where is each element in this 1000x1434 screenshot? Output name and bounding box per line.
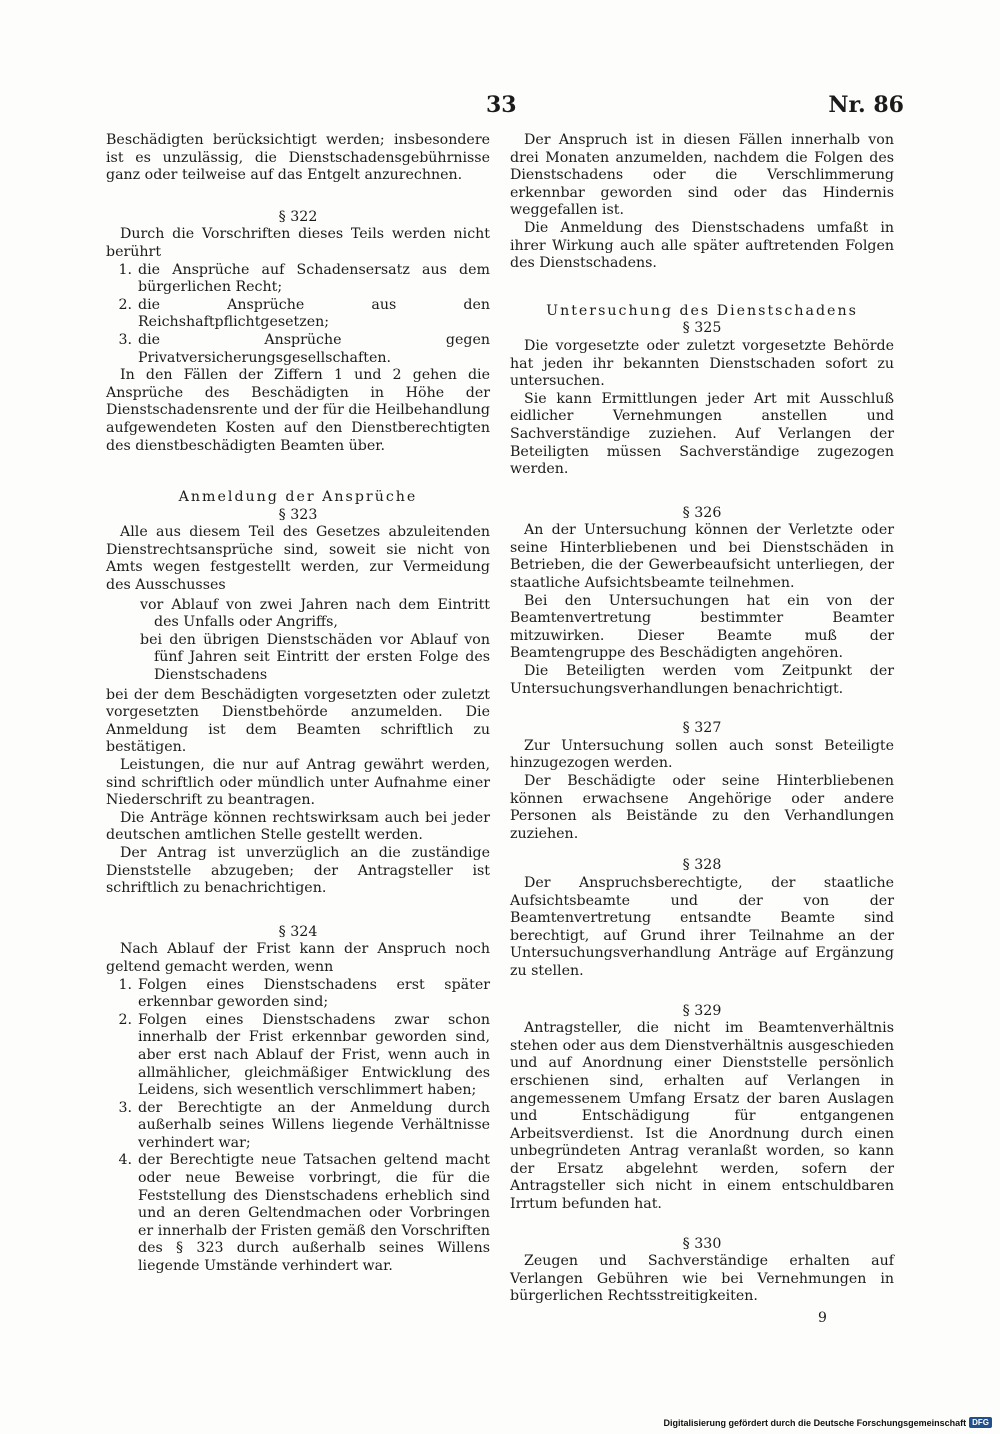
item-number: 2. (118, 1011, 132, 1028)
paragraph: Die Anmeldung des Dienstschadens umfaßt in ihrer Wirkung auch alle später auftretenden Folgen des Dienstschadens. (510, 219, 894, 272)
issue-number: Nr. 86 (828, 92, 904, 118)
section-323-title: § 323 (278, 506, 318, 523)
section-329-title: § 329 (682, 1002, 722, 1019)
section-328-title: § 328 (682, 857, 722, 874)
indented-conditions (140, 597, 490, 685)
list-item (106, 977, 490, 1012)
paragraph: An der Untersuchung können der Verletzte oder seine Hinterbliebenen und bei Dienstschäden in Betrieben, die der Gewerbeaufsicht unterliegen, der staatliche Aufsichtsbeamte teilnehmen. (510, 522, 894, 592)
item-text: die Ansprüche auf Schadensersatz aus dem bürgerlichen Recht; (138, 261, 490, 296)
paragraph: Zeugen und Sachverständige erhalten auf Verlangen Gebühren wie bei Vernehmungen in bürgerlichen Rechtsstreitigkeiten. (510, 1253, 894, 1305)
section-heading: Anmeldung der Ansprüche (178, 489, 418, 506)
list-item (106, 1100, 490, 1153)
paragraph: Der Antrag ist unverzüglich an die zuständige Dienststelle abzugeben; der Antragsteller ist schriftlich zu benachrichtigen. (106, 844, 490, 897)
paragraph: Antragsteller, die nicht im Beamtenverhältnis stehen oder aus dem Dienstverhältnis ausgeschieden und auf Anordnung einer Dienststelle persönlich erschienen sind, erhalten auf Verlangen in angemessenem Umfang Ersatz der baren Auslagen und Entschädigung für entgangenen Arbeitsverdienst. Ist die Anordnung durch einen unbegründeten Antrag veranlaßt worden, so kann der Ersatz abgelehnt werden, sofern der Antragsteller sich nicht in einem entschuldbaren Irrtum befunden hat. (510, 1020, 894, 1213)
paragraph: Bei den Untersuchungen hat ein von der Beamtenvertretung bestimmter Beamter mitzuwirken. Dieser Beamte muß der Beamtengruppe des Beschädigten angehören. (510, 592, 894, 662)
list-item (106, 332, 490, 367)
list-324 (106, 977, 490, 1276)
section-325-title: § 325 (682, 320, 722, 337)
item-text: die Ansprüche gegen Privatversicherungsgesellschaften. (138, 331, 490, 366)
paragraph: Sie kann Ermittlungen jeder Art mit Ausschluß eidlicher Vernehmungen anstellen und Sachverständige zuziehen. Auf Verlangen der Beteiligten müssen Sachverständige zugezogen werden. (510, 390, 894, 478)
paragraph: Der Anspruch ist in diesen Fällen innerhalb von drei Monaten anzumelden, nachdem die Folgen des Dienstschadens oder die Verschlimmerung erkennbar geworden sind oder das Hindernis weggefallen ist. (510, 132, 894, 219)
paragraph: Alle aus diesem Teil des Gesetzes abzuleitenden Dienstrechtsansprüche sind, soweit sie nicht von Amts wegen festgestellt werden, zur Vermeidung des Ausschusses (106, 524, 490, 594)
paragraph: In den Fällen der Ziffern 1 und 2 gehen die Ansprüche des Beschädigten in Höhe der Dienstschadensrente und der für die Heilbehandlung aufgewendeten Kosten auf den Dienstberechtigten des dienstbeschädigten Beamten über. (106, 367, 490, 454)
list-item (106, 297, 490, 332)
condition: bei den übrigen Dienstschäden vor Ablauf von fünf Jahren seit Eintritt der ersten Folge des Dienstschadens (140, 631, 490, 684)
item-text: der Berechtigte an der Anmeldung durch außerhalb seines Willens liegende Verhältnisse verhindert war; (138, 1099, 490, 1151)
item-text: der Berechtigte neue Tatsachen geltend macht oder neue Beweise vorbringt, die für die Feststellung des Dienstschadens erheblich sind und an deren Geltendmachen oder Vorbringen er innerhalb der Fristen gemäß den Vorschriften des § 323 durch außerhalb seines Willens liegende Umstände verhindert war. (138, 1152, 490, 1275)
paragraph: Leistungen, die nur auf Antrag gewährt werden, sind schriftlich oder mündlich unter Aufnahme einer Niederschrift zu beantragen. (106, 757, 490, 809)
section-326-title: § 326 (682, 504, 722, 521)
list-item (106, 1152, 490, 1275)
digitization-credit (664, 1417, 992, 1428)
item-text: die Ansprüche aus den Reichshaftpflichtgesetzen; (138, 296, 490, 331)
item-text: Folgen eines Dienstschadens zwar schon innerhalb der Frist erkennbar geworden sind, aber erst nach Ablauf der Frist, wenn auch in allmählicher, gleichmäßiger Entwicklung des Leidens, sich wesentlich verschlimmert haben; (138, 1011, 490, 1099)
section-heading: Untersuchung des Dienstschadens (546, 302, 858, 319)
item-number: 4. (118, 1152, 132, 1169)
paragraph: Die vorgesetzte oder zuletzt vorgesetzte Behörde hat jeden ihr bekannten Dienstschaden sofort zu untersuchen. (510, 337, 894, 390)
paragraph: Beschädigten berücksichtigt werden; insbesondere ist es unzulässig, die Dienstschadensgebührnisse ganz oder teilweise auf das Entgelt anzurechnen. (106, 132, 490, 184)
section-324-title: § 324 (278, 923, 318, 940)
item-number: 1. (118, 261, 132, 278)
condition: vor Ablauf von zwei Jahren nach dem Eintritt des Unfalls oder Angriffs, (140, 596, 490, 631)
paragraph: Die Anträge können rechtswirksam auch bei jeder deutschen amtlichen Stelle gestellt werden. (106, 809, 490, 844)
item-number: 2. (118, 296, 132, 313)
item-text: Folgen eines Dienstschadens erst später erkennbar geworden sind; (138, 976, 490, 1011)
paragraph: Nach Ablauf der Frist kann der Anspruch noch geltend gemacht werden, wenn (106, 941, 490, 975)
paragraph: Zur Untersuchung sollen auch sonst Beteiligte hinzugezogen werden. (510, 737, 894, 772)
section-330-title: § 330 (682, 1235, 722, 1252)
left-column (106, 132, 490, 1276)
item-number: 3. (118, 331, 132, 348)
paragraph: bei der dem Beschädigten vorgesetzten oder zuletzt vorgesetzten Dienstbehörde anzumelden. Die Anmeldung ist dem Beamten schriftlich zu bestätigen. (106, 686, 490, 756)
section-327-title: § 327 (682, 720, 722, 737)
list-item (106, 1012, 490, 1100)
dfg-logo: DFG (969, 1417, 992, 1428)
paragraph: Durch die Vorschriften dieses Teils werden nicht berührt (106, 226, 490, 260)
paragraph: Der Anspruchsberechtigte, der staatliche Aufsichtsbeamte und der von der Beamtenvertretung entsandte Beamte sind berechtigt, auf Grund ihrer Teilnahme an der Untersuchungsverhandlung Anträge auf Ergänzung zu stellen. (510, 874, 894, 979)
item-number: 3. (118, 1099, 132, 1116)
credit-text: Digitalisierung gefördert durch die Deutsche Forschungsgemeinschaft (663, 1417, 967, 1428)
page-number: 33 (486, 92, 517, 118)
paragraph: Der Beschädigte oder seine Hinterbliebenen können erwachsene Angehörige oder andere Personen als Beistände zu den Verhandlungen zuziehen. (510, 773, 894, 842)
list-item (106, 262, 490, 297)
right-column (510, 132, 894, 1306)
list-322 (106, 262, 490, 368)
section-322-title: § 322 (278, 208, 318, 225)
paragraph: Die Beteiligten werden vom Zeitpunkt der Untersuchungsverhandlungen benachrichtigt. (510, 663, 894, 697)
item-number: 1. (118, 976, 132, 993)
sheet-number: 9 (818, 1310, 827, 1326)
